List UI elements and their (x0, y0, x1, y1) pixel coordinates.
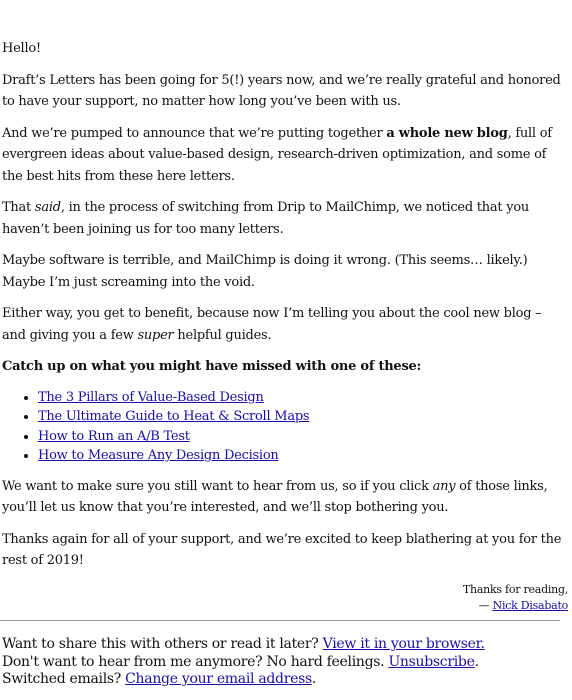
text: helpful guides. (173, 327, 272, 343)
paragraph-benefit (2, 303, 568, 346)
text: That (2, 200, 35, 215)
guide-link-value-based-design[interactable]: The 3 Pillars of Value-Based Design (38, 389, 264, 405)
footer-line-unsubscribe (2, 654, 572, 672)
footer (2, 636, 572, 689)
signoff-author-line (2, 598, 568, 615)
paragraph-thanks: Thanks again for all of your support, and we’re excited to keep blathering at you for the rest of 2019! (2, 531, 562, 568)
signoff (2, 582, 568, 615)
view-in-browser-link[interactable]: View it in your browser. (322, 636, 485, 652)
text: Either way, you get to benefit, because now I’m telling you about the cool new blog – and giving you a few (2, 306, 542, 343)
signoff-thanks: Thanks for reading, (462, 582, 568, 596)
text: , full of evergreen ideas about value-based design, research-driven optimization, and some of the best hits from these here letters. (2, 125, 552, 184)
list-item (38, 446, 568, 466)
emphasis-new-blog: a whole new blog (386, 125, 508, 141)
author-link[interactable]: Nick Disabato (492, 599, 568, 612)
greeting: Hello! (2, 41, 41, 56)
guide-link-ab-test[interactable]: How to Run an A/B Test (38, 428, 190, 444)
email-body (2, 38, 568, 615)
emphasis-super: super (137, 327, 174, 343)
emphasis-any: any (432, 478, 456, 494)
guide-link-measure-design[interactable]: How to Measure Any Design Decision (38, 448, 279, 463)
paragraph-software: Maybe software is terrible, and MailChimp is doing it wrong. (This seems… likely.) Maybe I’m just screaming into the void. (2, 253, 528, 290)
footer-text: . (474, 653, 479, 670)
list-item (38, 407, 568, 427)
text: of those links, you’ll let us know that you’re interested, and we’ll stop bothering you. (2, 478, 548, 515)
paragraph-switching (2, 197, 568, 240)
list-item (38, 427, 568, 447)
paragraph-click-any (2, 476, 568, 519)
footer-line-share (2, 636, 572, 654)
text: We want to make sure you still want to hear from us, so if you click (2, 478, 433, 494)
paragraph-new-blog (2, 123, 568, 188)
signoff-dash: — (478, 599, 493, 612)
paragraph-anniversary: Draft’s Letters has been going for 5(!) years now, and we’re really grateful and honored to have your support, no matter how long you’ve been with us. (2, 72, 561, 109)
footer-text: Switched emails? (2, 671, 126, 687)
emphasis-said: said (34, 200, 61, 215)
change-email-link[interactable]: Change your email address (125, 671, 312, 687)
footer-divider (0, 620, 560, 621)
footer-line-change-email (2, 671, 572, 689)
guide-link-heat-scroll-maps[interactable]: The Ultimate Guide to Heat & Scroll Maps (38, 409, 310, 424)
footer-text: Want to share this with others or read it later? (2, 636, 323, 652)
unsubscribe-link[interactable]: Unsubscribe (388, 653, 475, 670)
guides-list (2, 388, 568, 466)
footer-text: Don't want to hear from me anymore? No hard feelings. (2, 653, 389, 670)
guides-heading: Catch up on what you might have missed with one of these: (2, 359, 422, 374)
footer-text: . (311, 671, 317, 687)
text: , in the process of switching from Drip to MailChimp, we noticed that you haven’t been joining us for too many letters. (2, 200, 530, 237)
list-item (38, 388, 568, 408)
text: And we’re pumped to announce that we’re putting together (2, 125, 387, 141)
